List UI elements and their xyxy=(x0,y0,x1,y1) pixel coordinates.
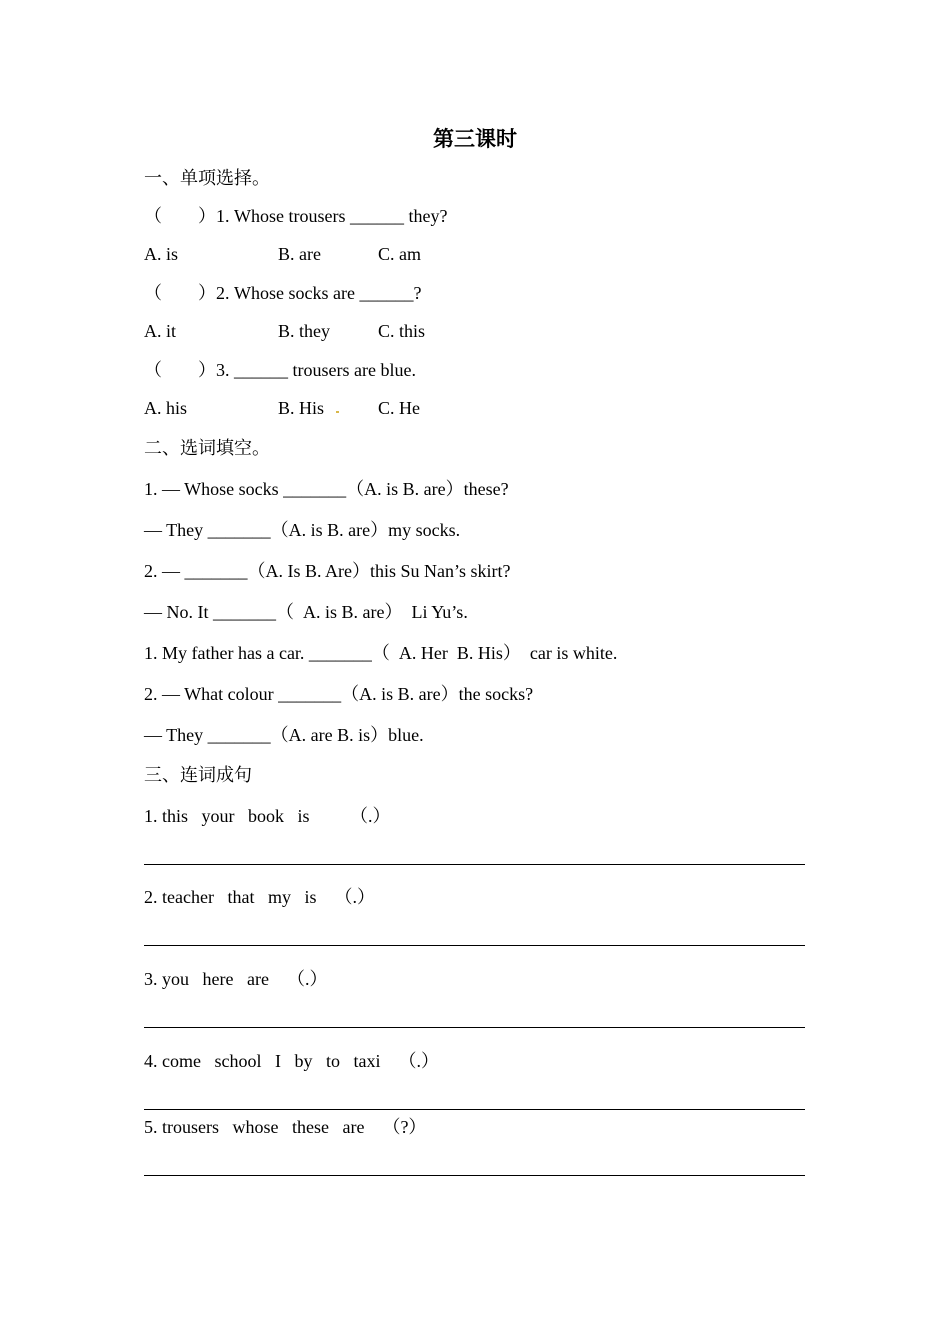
option-b: B. His xyxy=(278,398,325,418)
option-a: A. his xyxy=(144,398,188,418)
option-c: C. He xyxy=(378,398,420,418)
answer-line[interactable] xyxy=(144,945,805,946)
fill-line: 1. — Whose socks _______（A. is B. are）these? xyxy=(144,479,509,499)
option-a: A. it xyxy=(144,321,177,341)
fill-line: 1. My father has a car. _______（ A. Her B. His） car is white. xyxy=(144,643,618,663)
question-stem: （ ）3. ______ trousers are blue. xyxy=(144,360,416,380)
sentence-words: 4. come school I by to taxi （.） xyxy=(144,1051,439,1071)
answer-line[interactable] xyxy=(144,1027,805,1028)
section-heading-choice: 一、单项选择。 xyxy=(144,168,270,188)
page-title: 第三课时 xyxy=(433,127,517,151)
section-heading-fill: 二、选词填空。 xyxy=(144,438,270,458)
answer-line[interactable] xyxy=(144,1109,805,1110)
fill-line: — They _______（A. are B. is）blue. xyxy=(144,725,424,745)
option-c: C. am xyxy=(378,244,421,264)
fill-line: 2. — What colour _______（A. is B. are）the socks? xyxy=(144,684,534,704)
option-a: A. is xyxy=(144,244,179,264)
question-stem: （ ）1. Whose trousers ______ they? xyxy=(144,206,448,226)
section-heading-sentences: 三、连词成句 xyxy=(144,765,252,785)
question-stem: （ ）2. Whose socks are ______? xyxy=(144,283,422,303)
fill-line: — No. It _______（ A. is B. are） Li Yu’s. xyxy=(144,602,468,622)
stray-mark xyxy=(336,411,339,413)
sentence-words: 1. this your book is （.） xyxy=(144,806,391,826)
sentence-words: 2. teacher that my is （.） xyxy=(144,887,375,907)
sentence-words: 5. trousers whose these are （?） xyxy=(144,1117,427,1137)
answer-line[interactable] xyxy=(144,864,805,865)
option-c: C. this xyxy=(378,321,426,341)
fill-line: — They _______（A. is B. are）my socks. xyxy=(144,520,461,540)
fill-line: 2. — _______（A. Is B. Are）this Su Nan’s skirt? xyxy=(144,561,511,581)
option-b: B. they xyxy=(278,321,330,341)
sentence-words: 3. you here are （.） xyxy=(144,969,328,989)
option-b: B. are xyxy=(278,244,321,264)
answer-line[interactable] xyxy=(144,1175,805,1176)
